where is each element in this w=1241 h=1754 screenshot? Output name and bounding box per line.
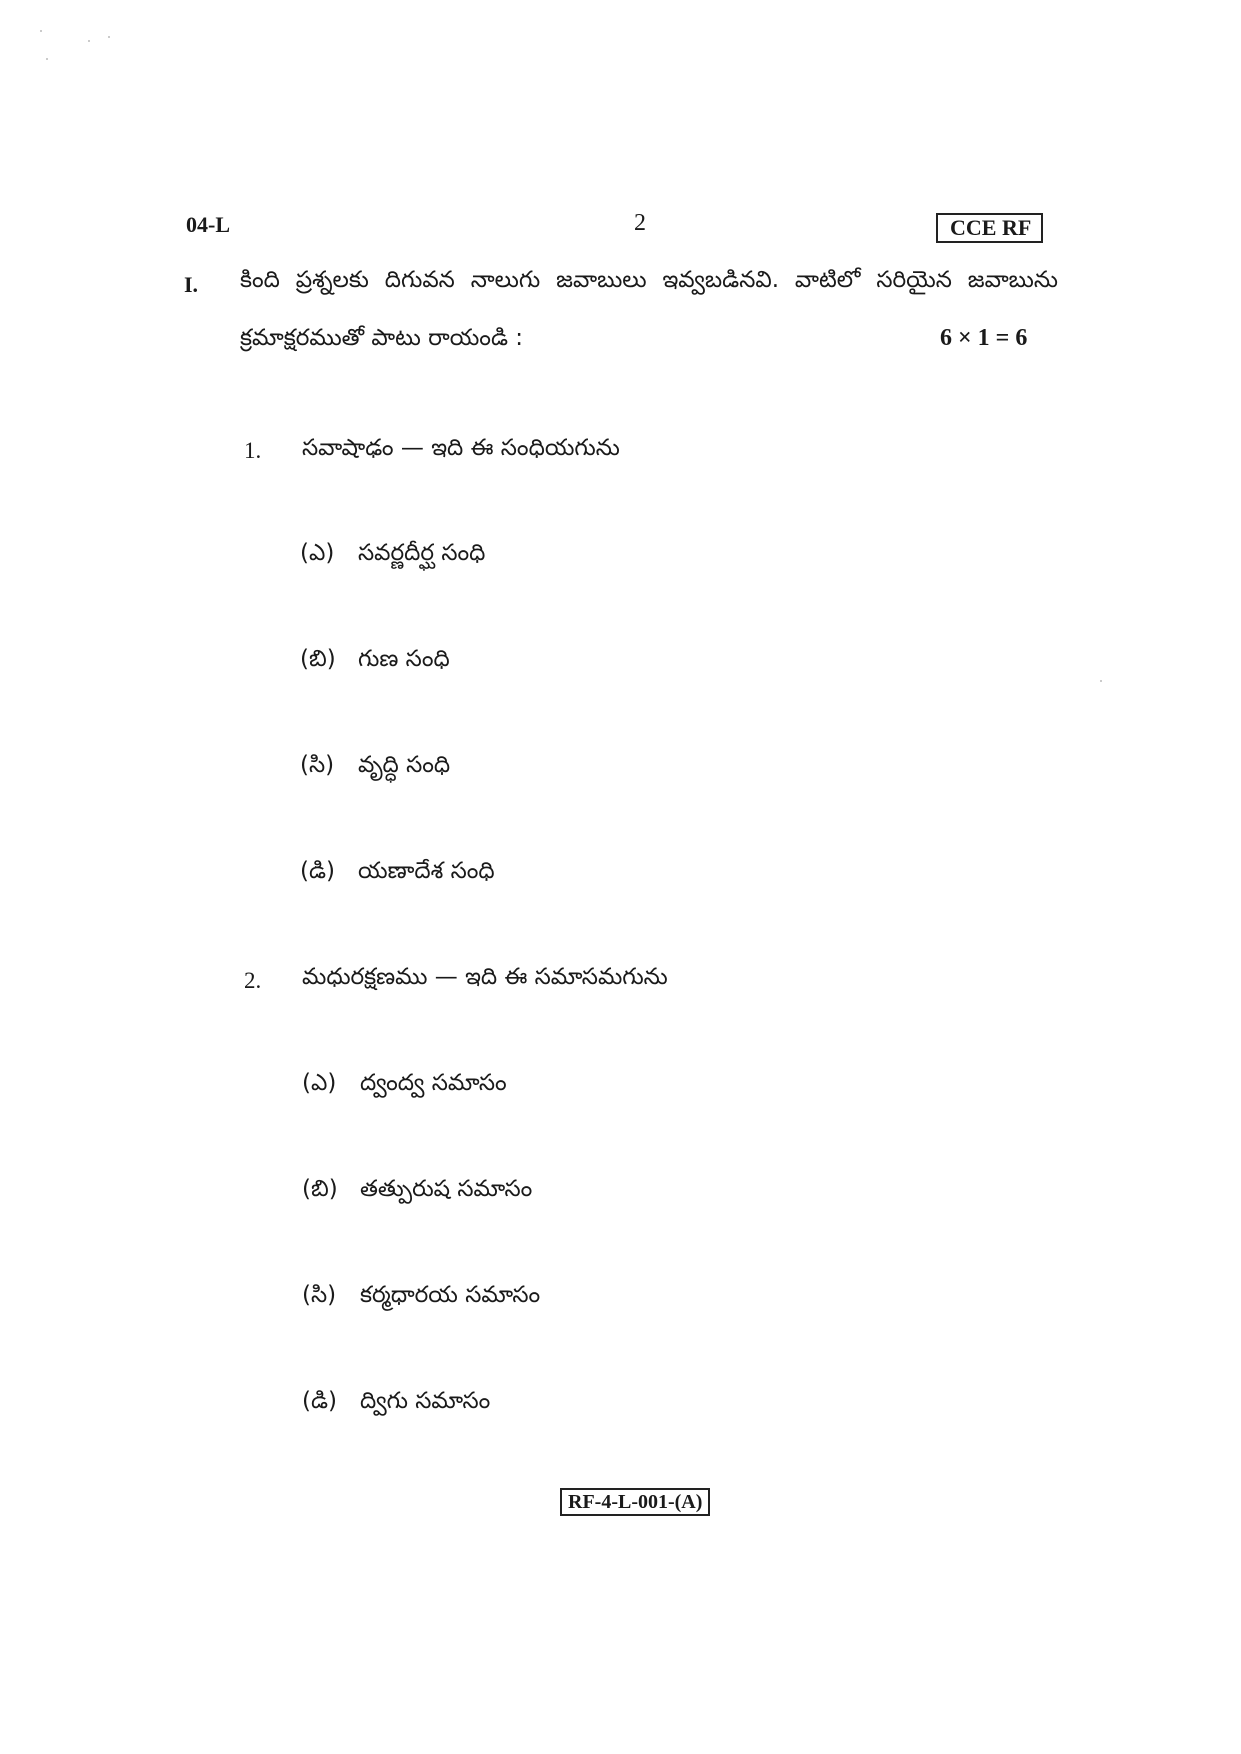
instruction-line-2: క్రమాక్షరముతో పాటు రాయండి : [240, 325, 524, 351]
option-label: (బి) [300, 646, 336, 672]
paper-code: 04-L [186, 212, 230, 237]
option-text: కర్మధారయ సమాసం [360, 1282, 541, 1308]
footer-code-box: RF-4-L-001-(A) [560, 1488, 710, 1516]
option-text: ద్వంద్వ సమాసం [360, 1070, 507, 1096]
page-number: 2 [634, 210, 646, 236]
instruction-line-1: కింది ప్రశ్నలకు దిగువన నాలుగు జవాబులు ఇవ్వబడినవి. వాటిలో సరియైన జవాబును [240, 267, 1058, 293]
option-label: (సి) [300, 752, 335, 778]
scan-speck [88, 40, 90, 42]
option-label: (ఎ) [300, 540, 335, 566]
option-text: గుణ సంధి [358, 646, 450, 672]
scan-speck [46, 58, 48, 60]
scan-speck [40, 30, 42, 32]
scan-speck [1100, 680, 1102, 682]
option-label: (డి) [300, 858, 335, 884]
option-label: (ఎ) [302, 1070, 337, 1096]
option-label: (సి) [302, 1282, 337, 1308]
option-text: సవర్ణదీర్ఘ సంధి [358, 540, 486, 566]
option-label: (డి) [302, 1388, 337, 1414]
question-text: మధురక్షణము — ఇది ఈ సమాసమగును [302, 964, 668, 990]
question-number: 2. [244, 968, 262, 993]
board-code-box: CCE RF [936, 213, 1043, 243]
marks-allocation: 6 × 1 = 6 [940, 325, 1028, 351]
option-text: వృద్ధి సంధి [358, 752, 451, 778]
option-text: ద్విగు సమాసం [360, 1388, 491, 1414]
option-text: యణాదేశ సంధి [358, 858, 495, 884]
question-text: సవాషాఢం — ఇది ఈ సంధియగును [302, 435, 620, 461]
option-text: తత్పురుష సమాసం [360, 1176, 533, 1202]
section-number: I. [184, 272, 199, 297]
option-label: (బి) [302, 1176, 338, 1202]
scan-speck [108, 36, 110, 38]
question-number: 1. [244, 438, 262, 463]
